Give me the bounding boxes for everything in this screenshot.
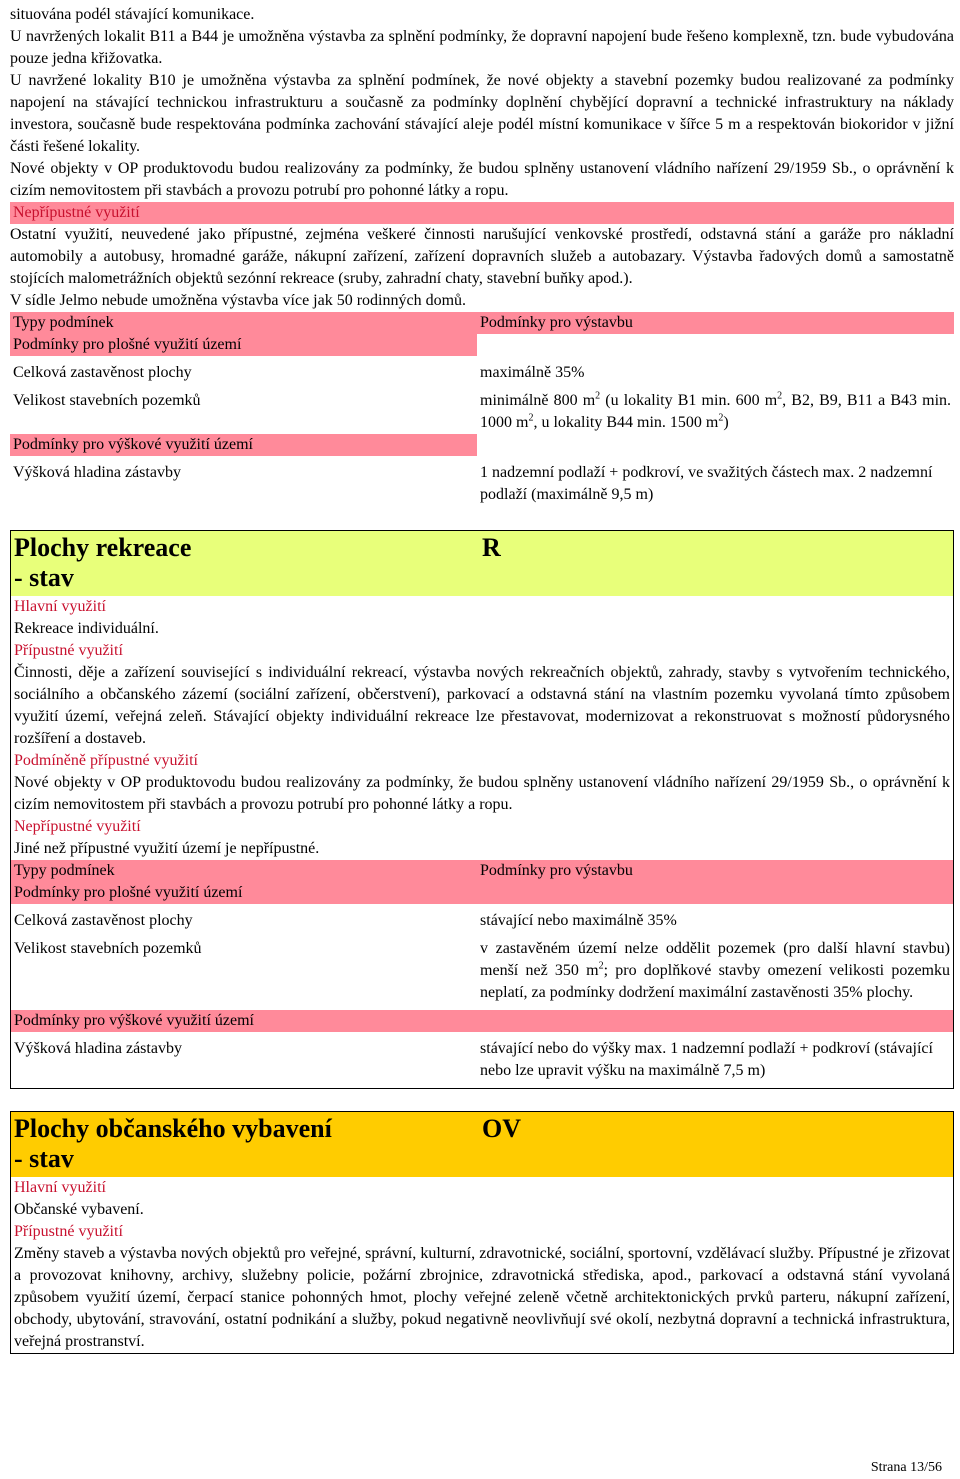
rec-main-heading: Hlavní využití bbox=[14, 598, 106, 615]
civic-code: OV bbox=[482, 1114, 521, 1143]
rec-allowed-heading: Přípustné využití bbox=[14, 642, 123, 659]
rec-coverage-value: stávající nebo maximálně 35% bbox=[480, 912, 677, 929]
rec-height-label: Výšková hladina zástavby bbox=[14, 1040, 182, 1057]
rec-unacceptable-heading: Nepřípustné využití bbox=[14, 818, 141, 835]
rec-coverage-label: Celková zastavěnost plochy bbox=[14, 912, 193, 929]
height-section: Podmínky pro výškové využití území bbox=[10, 434, 477, 456]
height-value: 1 nadzemní podlaží + podkroví, ve svažitých částech max. 2 nadzemní podlaží (maximálně 9,5 m) bbox=[480, 464, 933, 503]
civic-allowed-heading: Přípustné využití bbox=[14, 1223, 123, 1240]
intro-line-1: situována podél stávající komunikace. bbox=[10, 6, 255, 23]
recreation-header bbox=[11, 531, 953, 596]
rec-allowed-text: Činnosti, děje a zařízení související s individuální rekreací, výstavba nových rekreačních objektů, zahrady, stavby s vytvořením technického, sociálního a občanského zázemí (sociální zařízení, občerstvení), parkovací a odstavná stání na vlastním pozemku vyvolaná tímto způsobem využití území, veřejná zeleň. Stávající objekty individuální rekreace lze přestavovat, modernizovat a rekonstruovat s možností půdorysného rozšíření a dostaveb. bbox=[14, 664, 950, 747]
civic-main-heading: Hlavní využití bbox=[14, 1179, 106, 1196]
coverage-label: Celková zastavěnost plochy bbox=[13, 364, 192, 381]
rec-plot-value: v zastavěném území nelze oddělit pozemek (pro další hlavní stavbu) menší než 350 $m^2$; pro doplňkové stavby omezení velikosti pozemku neplatí, za podmínky dodržení maximální zastavěnosti 35% plochy. bbox=[480, 940, 951, 1001]
build-label: Podmínky pro výstavbu bbox=[477, 312, 954, 334]
civic-header bbox=[11, 1112, 953, 1177]
plot-value: minimálně 800 $m^2$ (u lokality B1 min. 600 $m^2$, B2, B9, B11 a B43 min. 1000 $m^2$, u lokality B44 min. 1500 $m^2$) bbox=[480, 390, 952, 431]
rec-height-value: stávající nebo do výšky max. 1 nadzemní podlaží + podkroví (stávající nebo lze upravit výšku na maximálně 7,5 m) bbox=[480, 1040, 933, 1079]
recreation-section bbox=[10, 530, 954, 1089]
recreation-code: R bbox=[482, 533, 501, 562]
document-page bbox=[10, 4, 954, 1354]
rec-build-label: Podmínky pro výstavbu bbox=[477, 860, 953, 882]
unacceptable-heading: Nepřípustné využití bbox=[13, 204, 140, 221]
rec-unacceptable-text: Jiné než přípustné využití území je nepřípustné. bbox=[14, 840, 320, 857]
recreation-title: Plochy rekreace bbox=[14, 533, 192, 562]
unacceptable-text-2: V sídle Jelmo nebude umožněna výstavba více jak 50 rodinných domů. bbox=[10, 292, 467, 309]
intro-line-2: U navržených lokalit B11 a B44 je umožněna výstavba za splnění podmínky, že dopravní napojení bude řešeno komplexně, tzn. bude vybudována pouze jedna křižovatka. bbox=[10, 28, 954, 67]
page-number: Strana 13/56 bbox=[870, 1460, 942, 1475]
types-label: Typy podmínek bbox=[10, 312, 477, 334]
rec-conditions-table bbox=[11, 860, 953, 1088]
rec-conditional-heading: Podmíněně přípustné využití bbox=[14, 752, 198, 769]
rec-conditional-text: Nové objekty v OP produktovodu budou realizovány za podmínky, že budou splněny ustanovení vládního nařízení 29/1959 Sb., o oprávnění k cizím nemovitostem při stavbách a provozu potrubí pro pohonné látky a ropu. bbox=[14, 774, 950, 813]
unacceptable-text: Ostatní využití, neuvedené jako přípustné, zejména veškeré činnosti narušující venkovské prostředí, odstavná stání a garáže pro nákladní automobily a autobusy, hromadné garáže, nákupní zařízení, zařízení dopravních služeb a autobazary. Výstavba řadových domů a samostatně stojících malometrážních objektů sezónní rekreace (sruby, zahradní chaty, stavební buňky apod.). bbox=[10, 226, 954, 287]
rec-types-label: Typy podmínek bbox=[11, 860, 477, 882]
civic-allowed-text: Změny staveb a výstavba nových objektů pro veřejné, správní, kulturní, zdravotnické, sociální, sportovní, vzdělávací služby. Přípustné je zřizovat a provozovat knihovny, archivy, služebny policie, požární zbrojnice, zdravotnická střediska, apod., parkovací a odstavná stání vyvolaná způsobem využití území, čerpací stanice pohonných hmot, plochy veřejné zeleně včetně architektonických prvků parteru, nákupní zařízení, obchody, ubytování, stravování, ostatní podnikání a služby, pokud negativně neovlivňují své okolí, nezbytná dopravní a technická infrastruktura, veřejná prostranství. bbox=[14, 1245, 950, 1350]
civic-section bbox=[10, 1111, 954, 1354]
civic-title: Plochy občanského vybavení bbox=[14, 1114, 332, 1143]
rec-height-section: Podmínky pro výškové využití území bbox=[11, 1010, 477, 1032]
civic-title-2: - stav bbox=[14, 1144, 74, 1173]
intro-line-3: U navržené lokality B10 je umožněna výstavba za splnění podmínek, že nové objekty a stavební pozemky budou realizované za podmínky napojení na stávající technickou infrastrukturu a současně za podmínky doplnění chybějící dopravní a technické infrastruktury na náklady investora, současně bude respektována podmínka zachování stávající aleje podél místní komunikace v šířce 5 m a respektován biokoridor v jižní části řešené lokality. bbox=[10, 72, 954, 155]
coverage-value: maximálně 35% bbox=[480, 364, 585, 381]
unacceptable-heading-bar bbox=[10, 202, 954, 224]
height-label: Výšková hladina zástavby bbox=[13, 464, 181, 481]
recreation-title-2: - stav bbox=[14, 563, 74, 592]
b-conditions-table bbox=[10, 312, 954, 506]
area-label: Podmínky pro plošné využití území bbox=[10, 334, 477, 356]
rec-main-text: Rekreace individuální. bbox=[14, 620, 159, 637]
plot-label: Velikost stavebních pozemků bbox=[13, 392, 201, 409]
rec-plot-label: Velikost stavebních pozemků bbox=[14, 940, 202, 957]
civic-main-text: Občanské vybavení. bbox=[14, 1201, 144, 1218]
intro-line-4: Nové objekty v OP produktovodu budou realizovány za podmínky, že budou splněny ustanovení vládního nařízení 29/1959 Sb., o oprávnění k cizím nemovitostem při stavbách a provozu potrubí pro pohonné látky a ropu. bbox=[10, 160, 954, 199]
rec-area-label: Podmínky pro plošné využití území bbox=[11, 882, 477, 904]
